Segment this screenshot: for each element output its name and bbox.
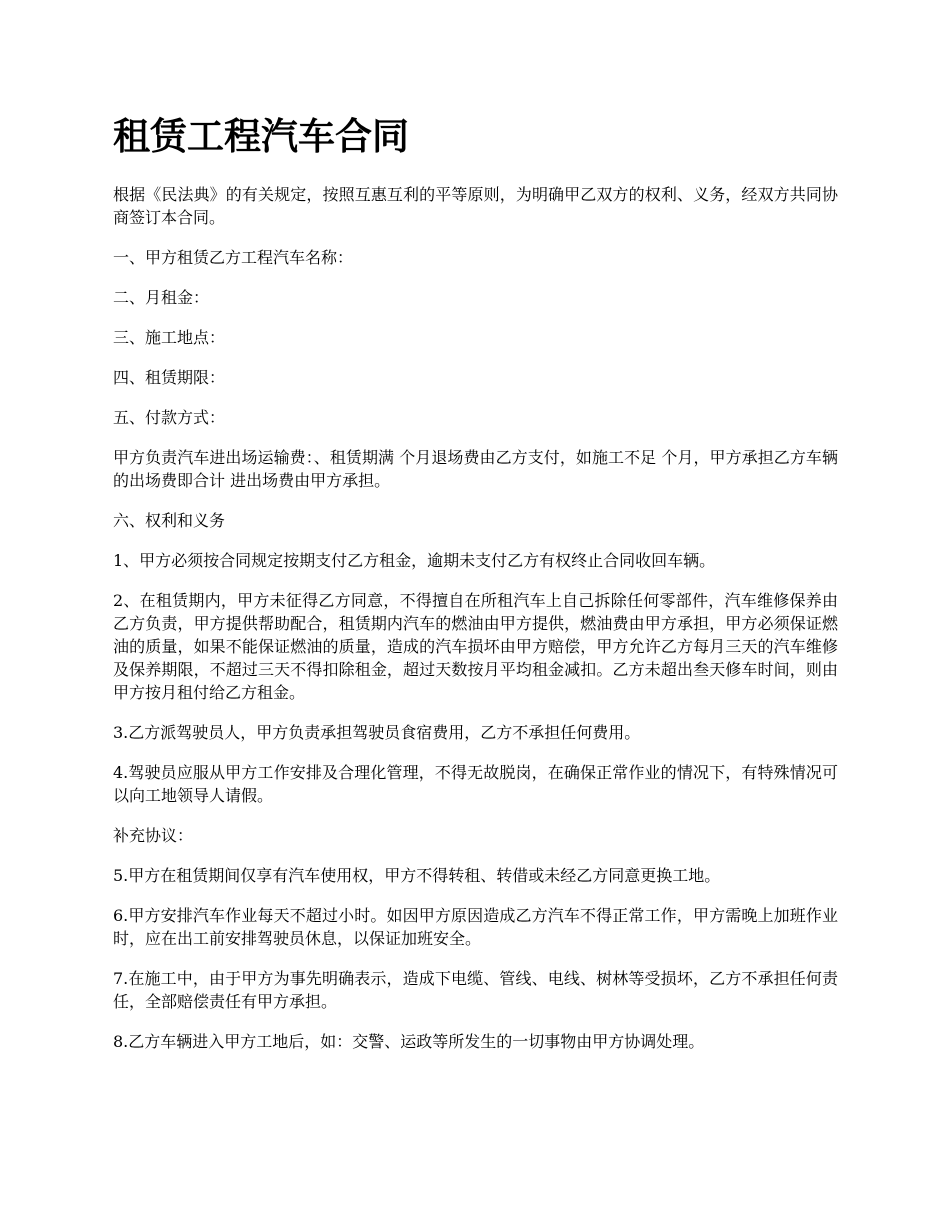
preamble-paragraph: 根据《民法典》的有关规定，按照互惠互利的平等原则，为明确甲乙双方的权利、义务，经双方共同协商签订本合同。 bbox=[113, 185, 838, 227]
clause-vehicle-name: 一、甲方租赁乙方工程汽车名称： bbox=[113, 248, 354, 267]
transport-fee-paragraph: 甲方负责汽车进出场运输费：、租赁期满 个月退场费由乙方支付，如施工不足 个月，甲方承担乙方车辆的出场费即合计 进出场费由甲方承担。 bbox=[113, 448, 838, 490]
clause-7-paragraph: 7.在施工中，由于甲方为事先明确表示，造成下电缆、管线、电线、树林等受损坏，乙方不承担任何责任，全部赔偿责任有甲方承担。 bbox=[113, 969, 838, 1011]
clause-1-paragraph: 1、甲方必须按合同规定按期支付乙方租金，逾期未支付乙方有权终止合同收回车辆。 bbox=[113, 551, 716, 570]
clause-5-paragraph: 5.甲方在租赁期间仅享有汽车使用权，甲方不得转租、转借或未经乙方同意更换工地。 bbox=[113, 866, 721, 885]
document-title: 租赁工程汽车合同 bbox=[113, 114, 409, 158]
clause-monthly-rent: 二、月租金： bbox=[113, 288, 210, 307]
clause-3-paragraph: 3.乙方派驾驶员人，甲方负责承担驾驶员食宿费用，乙方不承担任何费用。 bbox=[113, 723, 641, 742]
clause-construction-site: 三、施工地点： bbox=[113, 328, 226, 347]
clause-4-paragraph: 4.驾驶员应服从甲方工作安排及合理化管理，不得无故脱岗，在确保正常作业的情况下，有特殊情况可以向工地领导人请假。 bbox=[113, 763, 838, 805]
clause-8-paragraph: 8.乙方车辆进入甲方工地后，如：交警、运政等所发生的一切事物由甲方协调处理。 bbox=[113, 1032, 705, 1051]
clause-lease-term: 四、租赁期限： bbox=[113, 368, 226, 387]
clause-6-paragraph: 6.甲方安排汽车作业每天不超过小时。如因甲方原因造成乙方汽车不得正常工作，甲方需晚上加班作业时，应在出工前安排驾驶员休息，以保证加班安全。 bbox=[113, 906, 838, 948]
section-heading-rights-obligations: 六、权利和义务 bbox=[113, 511, 226, 530]
document-body bbox=[113, 112, 838, 1070]
clause-2-paragraph: 2、在租赁期内，甲方未征得乙方同意，不得擅自在所租汽车上自己拆除任何零部件，汽车维修保养由乙方负责，甲方提供帮助配合，租赁期内汽车的燃油由甲方提供，燃油费由甲方承担，甲方必须保证燃油的质量，如果不能保证燃油的质量，造成的汽车损坏由甲方赔偿，甲方允许乙方每月三天的汽车维修及保养期限，不超过三天不得扣除租金，超过天数按月平均租金减扣。乙方未超出叁天修车时间，则由甲方按月租付给乙方租金。 bbox=[113, 591, 838, 702]
clause-payment-method: 五、付款方式： bbox=[113, 408, 226, 427]
supplementary-heading: 补充协议： bbox=[113, 826, 194, 845]
